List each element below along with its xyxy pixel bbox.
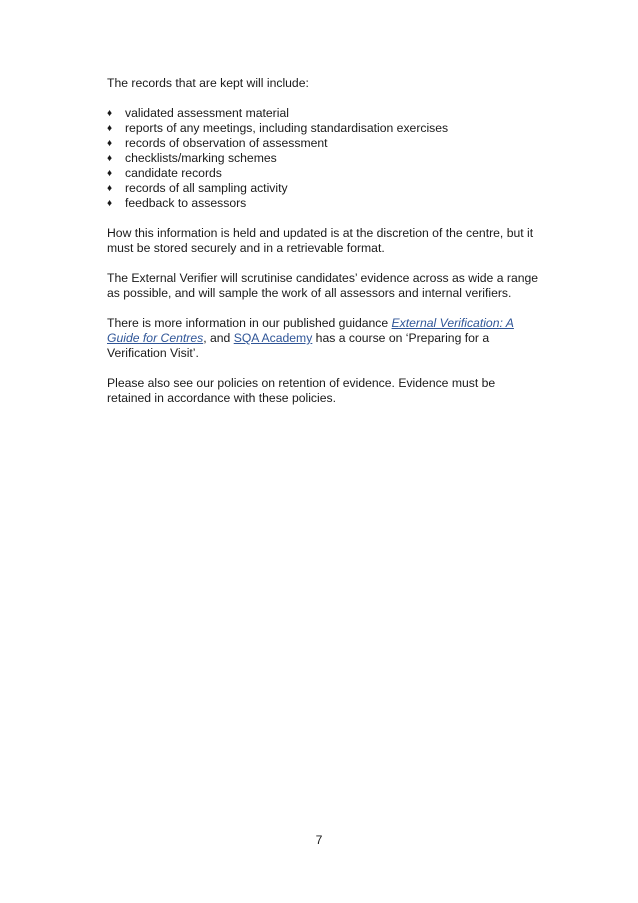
- list-item-text: records of all sampling activity: [125, 181, 288, 195]
- list-item-text: checklists/marking schemes: [125, 151, 277, 165]
- policies-paragraph: Please also see our policies on retention of evidence. Evidence must be retained in accordance with these policies.: [107, 376, 496, 405]
- sqa-academy-link[interactable]: SQA Academy: [233, 331, 313, 345]
- guidance-text-after: has a course on ‘Preparing for a Verification Visit’.: [107, 331, 490, 360]
- guidance-text-middle: , and: [203, 331, 234, 345]
- list-item-text: records of observation of assessment: [125, 136, 328, 150]
- guidance-text-before: There is more information in our published guidance: [107, 316, 392, 330]
- list-item-text: validated assessment material: [125, 106, 289, 120]
- external-verification-guide-link[interactable]: External Verification: A Guide for Centres: [107, 316, 514, 345]
- guidance-paragraph: [107, 316, 539, 361]
- diamond-bullet-icon: ♦: [107, 198, 113, 209]
- diamond-bullet-icon: ♦: [107, 153, 113, 164]
- list-item: [107, 151, 539, 166]
- diamond-bullet-icon: ♦: [107, 108, 113, 119]
- external-verifier-paragraph: The External Verifier will scrutinise candidates’ evidence across as wide a range as possible, and will sample the work of all assessors and internal verifiers.: [107, 271, 539, 300]
- list-item: [107, 196, 539, 211]
- list-item: [107, 106, 539, 121]
- diamond-bullet-icon: ♦: [107, 138, 113, 149]
- page-content: [107, 76, 539, 421]
- list-item: [107, 136, 539, 151]
- list-item: [107, 121, 539, 136]
- records-intro: The records that are kept will include:: [107, 76, 309, 90]
- storage-paragraph: How this information is held and updated is at the discretion of the centre, but it must be stored securely and in a retrievable format.: [107, 226, 534, 255]
- list-item-text: candidate records: [125, 166, 222, 180]
- list-item: [107, 166, 539, 181]
- records-list: [107, 106, 539, 211]
- list-item: [107, 181, 539, 196]
- diamond-bullet-icon: ♦: [107, 168, 113, 179]
- diamond-bullet-icon: ♦: [107, 123, 113, 134]
- page-number: 7: [315, 833, 323, 847]
- diamond-bullet-icon: ♦: [107, 183, 113, 194]
- list-item-text: reports of any meetings, including standardisation exercises: [125, 121, 449, 135]
- list-item-text: feedback to assessors: [125, 196, 247, 210]
